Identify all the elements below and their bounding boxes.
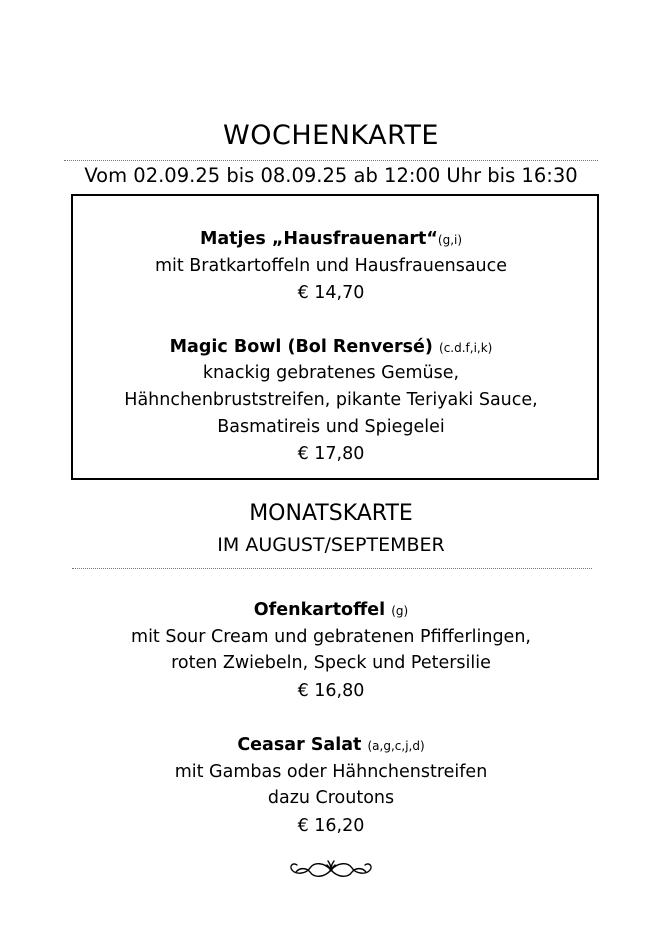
- dish-name: Ofenkartoffel: [253, 600, 386, 620]
- dish-description: mit Gambas oder Hähnchenstreifen: [174, 762, 488, 782]
- dish-name-line: [0, 599, 662, 622]
- monthly-menu-title: MONATSKARTE: [249, 501, 413, 526]
- dish-description: mit Sour Cream und gebratenen Pfifferlingen,: [131, 627, 531, 647]
- dish-allergens: (g,i): [437, 233, 463, 247]
- monthly-menu-subtitle: IM AUGUST/SEPTEMBER: [217, 534, 445, 556]
- dish-allergens: (g): [391, 604, 409, 618]
- dish-allergens: (c.d.f,i,k): [439, 341, 493, 355]
- dish-price: € 17,80: [297, 444, 365, 464]
- dish-name: Ceasar Salat: [237, 735, 362, 755]
- dish-description: roten Zwiebeln, Speck und Petersilie: [171, 653, 491, 673]
- divider: [72, 568, 592, 569]
- weekly-menu-dates: Vom 02.09.25 bis 08.09.25 ab 12:00 Uhr bis 16:30: [84, 164, 578, 187]
- dish-allergens: (a,g,c,j,d): [367, 739, 425, 753]
- dish-price: € 16,20: [297, 816, 365, 836]
- dish-price: € 16,80: [297, 681, 365, 701]
- dish-name: Magic Bowl (Bol Renversé): [169, 337, 433, 357]
- dish-price: € 14,70: [297, 283, 365, 303]
- dish-description: dazu Croutons: [267, 788, 395, 808]
- divider: [64, 160, 598, 161]
- decorative-flourish-icon: [284, 856, 378, 884]
- dish-name-line: [0, 336, 662, 359]
- dish-description: Basmatireis und Spiegelei: [217, 417, 445, 437]
- dish-description: Hähnchenbruststreifen, pikante Teriyaki Sauce,: [124, 390, 538, 410]
- dish-name-line: [0, 228, 662, 251]
- dish-description: knackig gebratenes Gemüse,: [202, 363, 460, 383]
- dish-name-line: [0, 734, 662, 757]
- weekly-menu-title: WOCHENKARTE: [223, 120, 439, 151]
- dish-name: Matjes „Hausfrauenart“: [199, 229, 438, 249]
- dish-description: mit Bratkartoffeln und Hausfrauensauce: [154, 256, 508, 276]
